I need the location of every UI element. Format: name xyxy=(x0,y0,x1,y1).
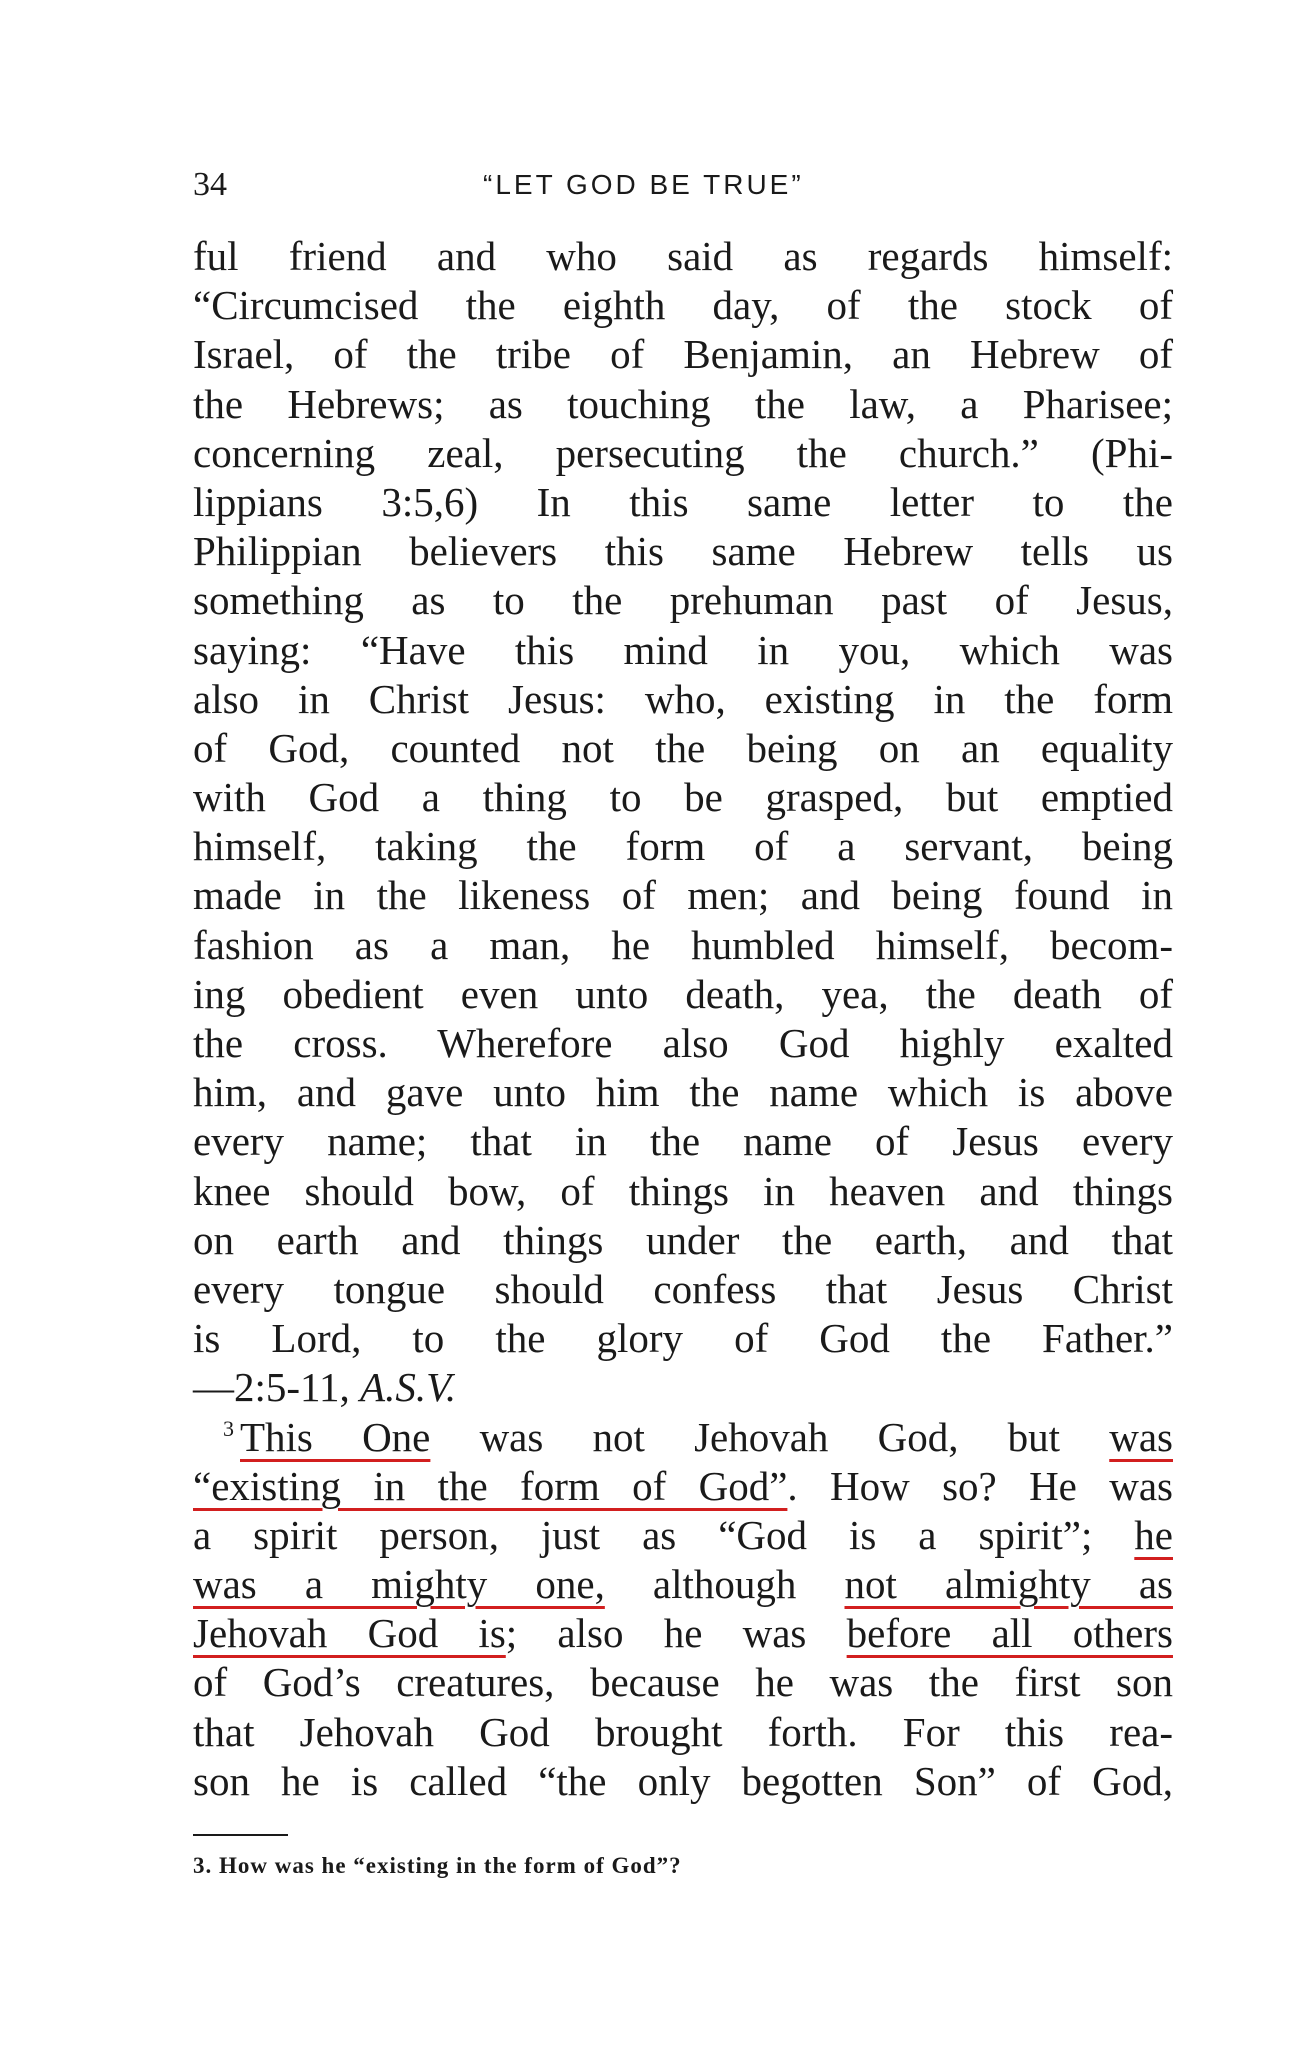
paragraph-3-line-5 xyxy=(193,1609,1173,1658)
text-line: Israel, of the tribe of Benjamin, an Hebrew of xyxy=(193,331,1173,378)
footnote-question: 3. How was he “existing in the form of God”? xyxy=(193,1853,682,1878)
text-line: every tongue should confess that Jesus Christ xyxy=(193,1265,1173,1312)
text-line: with God a thing to be grasped, but emptied xyxy=(193,774,1173,821)
paragraph-number: 3 xyxy=(223,1415,234,1441)
text-line: Philippian believers this same Hebrew tells us xyxy=(193,528,1173,575)
footnote-divider xyxy=(193,1834,288,1836)
body-text xyxy=(193,232,1173,1806)
text-line: “Circumcised the eighth day, of the stock of xyxy=(193,282,1173,329)
text-line: ing obedient even unto death, yea, the death of xyxy=(193,970,1173,1017)
text-line: saying: “Have this mind in you, which was xyxy=(193,626,1173,673)
paragraph-3-line-8: son he is called “the only begotten Son” of God, xyxy=(193,1757,1173,1804)
page-number: 34 xyxy=(193,166,227,203)
page-header xyxy=(193,160,1173,210)
text-line: of God, counted not the being on an equality xyxy=(193,724,1173,771)
text-line: is Lord, to the glory of God the Father.” xyxy=(193,1315,1173,1362)
text-line: also in Christ Jesus: who, existing in the form xyxy=(193,675,1173,722)
underlined-phrase: he xyxy=(1134,1511,1173,1558)
text-segment: ; also he was xyxy=(505,1610,847,1657)
paragraph-3-line-7: that Jehovah God brought forth. For this rea- xyxy=(193,1708,1173,1755)
text-line: every name; that in the name of Jesus every xyxy=(193,1118,1173,1165)
paragraph-3-line-6: of God’s creatures, because he was the first son xyxy=(193,1659,1173,1706)
running-head: “LET GOD BE TRUE” xyxy=(483,169,804,200)
paragraph-3-line-2 xyxy=(193,1462,1173,1511)
text-line: made in the likeness of men; and being found in xyxy=(193,872,1173,919)
text-line: fashion as a man, he humbled himself, becom- xyxy=(193,921,1173,968)
text-line: him, and gave unto him the name which is above xyxy=(193,1069,1173,1116)
text-line: concerning zeal, persecuting the church.” (Phi- xyxy=(193,429,1173,476)
text-line: ful friend and who said as regards himself: xyxy=(193,233,1173,279)
underlined-phrase: not almighty as xyxy=(844,1561,1173,1608)
paragraph-3-line-4 xyxy=(193,1560,1173,1609)
citation-reference: —2:5-11, xyxy=(193,1364,361,1411)
text-line: himself, taking the form of a servant, being xyxy=(193,823,1173,870)
paragraph-3-line-1 xyxy=(193,1413,1173,1462)
text-line: the cross. Wherefore also God highly exalted xyxy=(193,1020,1173,1066)
text-segment: . How so? He was xyxy=(787,1462,1173,1509)
text-line: something as to the prehuman past of Jesus, xyxy=(193,577,1173,624)
paragraph-3-line-3 xyxy=(193,1511,1173,1560)
text-line: the Hebrews; as touching the law, a Pharisee; xyxy=(193,380,1173,427)
scripture-citation xyxy=(193,1363,1173,1412)
underlined-phrase: was xyxy=(1109,1413,1173,1460)
underlined-phrase: was a mighty one, xyxy=(193,1561,605,1608)
text-segment: although xyxy=(604,1561,845,1608)
underlined-phrase: before all others xyxy=(846,1610,1173,1657)
text-segment: a spirit person, just as “God is a spirit”; xyxy=(193,1511,1135,1558)
underlined-phrase: This One xyxy=(240,1413,431,1460)
underlined-phrase: Jehovah God is xyxy=(193,1610,506,1657)
underlined-phrase: “existing in the form of God” xyxy=(193,1462,788,1509)
text-line: on earth and things under the earth, and that xyxy=(193,1216,1173,1263)
text-segment: was not Jehovah God, but xyxy=(430,1413,1110,1460)
text-line: lippians 3:5,6) In this same letter to the xyxy=(193,478,1173,525)
text-line: knee should bow, of things in heaven and things xyxy=(193,1167,1173,1214)
citation-version: A.S.V. xyxy=(360,1364,457,1411)
